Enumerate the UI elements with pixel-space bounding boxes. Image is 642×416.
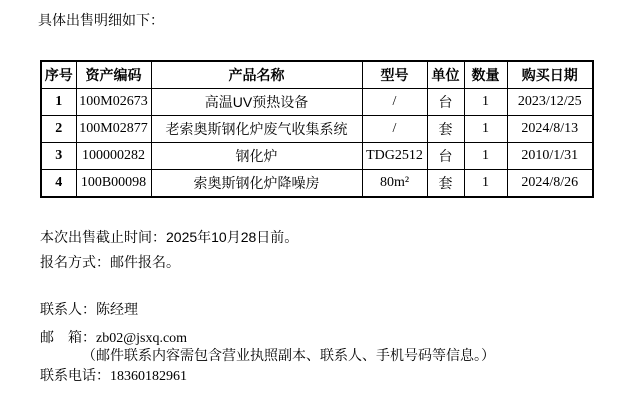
cell-date: 2010/1/31 <box>507 143 593 170</box>
column-header-unit: 单位 <box>427 61 464 89</box>
cell-unit: 台 <box>427 89 464 116</box>
table-row <box>41 143 593 170</box>
email-label: 邮 箱： <box>40 329 96 345</box>
cell-date: 2024/8/13 <box>507 116 593 143</box>
cell-unit: 套 <box>427 116 464 143</box>
phone-label: 联系电话： <box>40 367 110 383</box>
column-header-model: 型号 <box>362 61 427 89</box>
deadline-value: 2025年10月28日前。 <box>166 229 299 245</box>
phone-line <box>40 367 187 385</box>
contact-person-value: 陈经理 <box>96 301 138 317</box>
cell-product: 高温UV预热设备 <box>151 89 362 116</box>
cell-qty: 1 <box>464 143 507 170</box>
email-note-line <box>82 347 495 363</box>
cell-index: 2 <box>41 116 76 143</box>
cell-code: 100B00098 <box>76 170 151 198</box>
cell-index: 3 <box>41 143 76 170</box>
cell-date: 2024/8/26 <box>507 170 593 198</box>
table-header-row <box>41 61 593 89</box>
table-row <box>41 89 593 116</box>
column-header-index: 序号 <box>41 61 76 89</box>
cell-qty: 1 <box>464 170 507 198</box>
cell-code: 100M02877 <box>76 116 151 143</box>
cell-product: 钢化炉 <box>151 143 362 170</box>
email-value: zb02@jsxq.com <box>96 331 188 346</box>
cell-code: 100000282 <box>76 143 151 170</box>
cell-qty: 1 <box>464 89 507 116</box>
cell-date: 2023/12/25 <box>507 89 593 116</box>
table-row <box>41 170 593 198</box>
column-header-qty: 数量 <box>464 61 507 89</box>
cell-qty: 1 <box>464 116 507 143</box>
assets-table <box>40 60 594 198</box>
column-header-code: 资产编码 <box>76 61 151 89</box>
cell-product: 老索奥斯钢化炉废气收集系统 <box>151 116 362 143</box>
registration-value: 邮件报名。 <box>110 254 180 270</box>
cell-model: / <box>362 116 427 143</box>
column-header-product: 产品名称 <box>151 61 362 89</box>
page-title: 具体出售明细如下： <box>38 12 164 28</box>
email-line <box>40 329 187 347</box>
cell-model: / <box>362 89 427 116</box>
cell-unit: 台 <box>427 143 464 170</box>
registration-label: 报名方式： <box>40 254 110 270</box>
table-row <box>41 116 593 143</box>
deadline-label: 本次出售截止时间： <box>40 229 166 245</box>
email-note-text: （邮件联系内容需包含营业执照副本、联系人、手机号码等信息。） <box>82 347 495 363</box>
cell-product: 索奥斯钢化炉降噪房 <box>151 170 362 198</box>
cell-model: TDG2512 <box>362 143 427 170</box>
cell-unit: 套 <box>427 170 464 198</box>
contact-person-label: 联系人： <box>40 301 96 317</box>
cell-index: 4 <box>41 170 76 198</box>
phone-value: 18360182961 <box>110 369 187 384</box>
cell-index: 1 <box>41 89 76 116</box>
deadline-line <box>40 229 298 245</box>
contact-person-line <box>40 301 138 317</box>
column-header-date: 购买日期 <box>507 61 593 89</box>
cell-code: 100M02673 <box>76 89 151 116</box>
registration-method-line <box>40 254 180 270</box>
cell-model: 80m² <box>362 170 427 198</box>
